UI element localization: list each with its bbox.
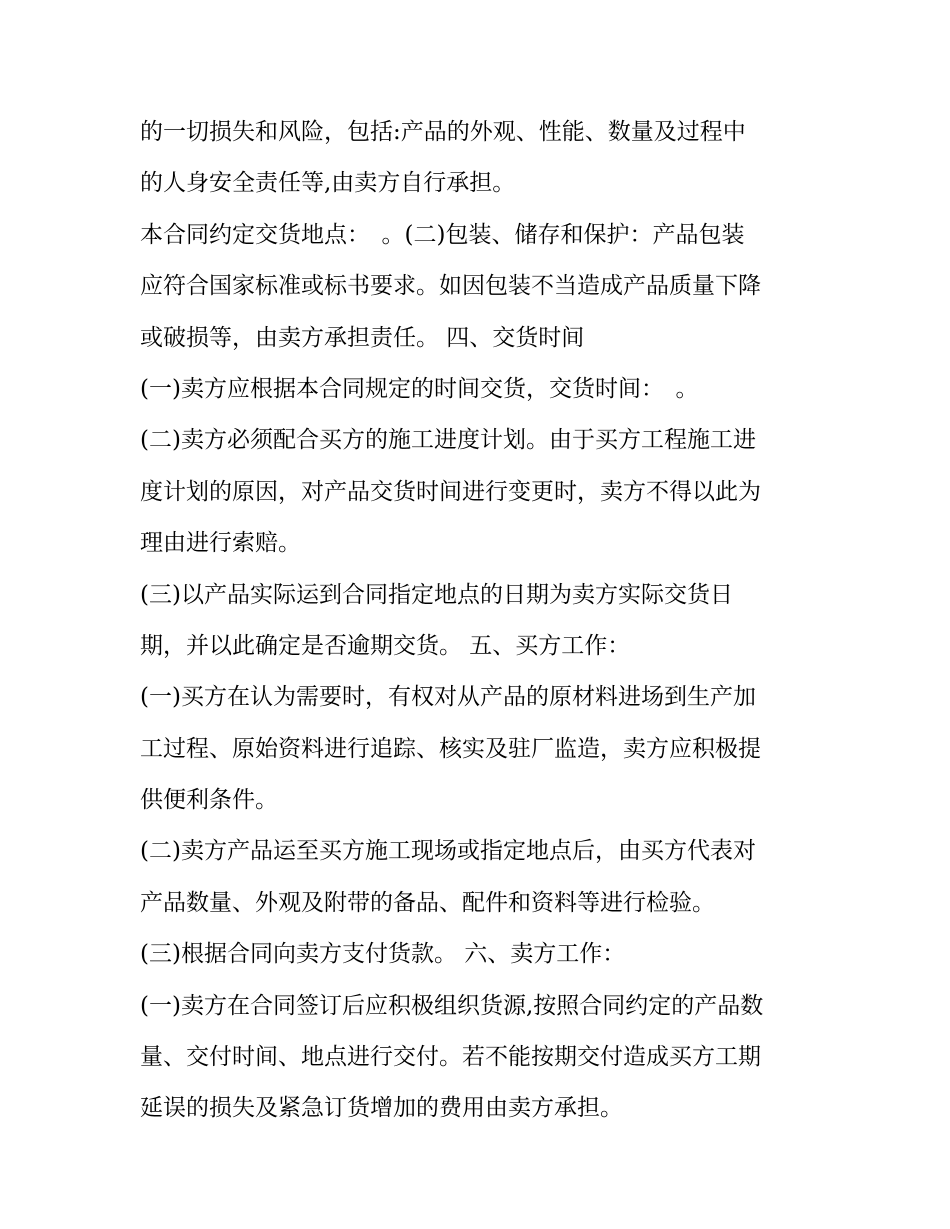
text-line: (三)根据合同向卖方支付货款。 六、卖方工作：: [140, 941, 626, 968]
text-line: (一)买方在认为需要时，有权对从产品的原材料进场到生产加: [140, 684, 756, 711]
text-line: (二)卖方必须配合买方的施工进度计划。由于买方工程施工进: [140, 427, 756, 454]
text-line: 供便利条件。: [140, 787, 278, 814]
text-line: 本合同约定交货地点： 。(二)包装、储存和保护：产品包装: [140, 221, 745, 248]
text-line: 期，并以此确定是否逾期交货。 五、买方工作：: [140, 632, 631, 659]
document-body: [140, 107, 820, 1135]
text-line: (三)以产品实际运到合同指定地点的日期为卖方实际交货日: [140, 581, 733, 608]
text-line: 延误的损失及紧急订货增加的费用由卖方承担。: [140, 1095, 623, 1122]
text-line: 的人身安全责任等,由卖方自行承担。: [140, 170, 516, 197]
text-line: (二)卖方产品运至买方施工现场或指定地点后，由买方代表对: [140, 838, 756, 865]
text-line: (一)卖方在合同签订后应积极组织货源,按照合同约定的产品数: [140, 992, 764, 1019]
text-line: 工过程、原始资料进行追踪、核实及驻厂监造，卖方应积极提: [140, 735, 761, 762]
text-line: (一)卖方应根据本合同规定的时间交货，交货时间： 。: [140, 375, 699, 402]
text-line: 产品数量、外观及附带的备品、配件和资料等进行检验。: [140, 889, 715, 916]
text-line: 的一切损失和风险，包括:产品的外观、性能、数量及过程中: [140, 119, 746, 145]
text-line: 理由进行索赔。: [140, 530, 301, 557]
text-line: 度计划的原因，对产品交货时间进行变更时，卖方不得以此为: [140, 478, 761, 505]
text-line: 应符合国家标准或标书要求。如因包装不当造成产品质量下降: [140, 273, 761, 300]
text-line: 量、交付时间、地点进行交付。若不能按期交付造成买方工期: [140, 1044, 761, 1071]
text-line: 或破损等，由卖方承担责任。 四、交货时间: [140, 324, 585, 351]
